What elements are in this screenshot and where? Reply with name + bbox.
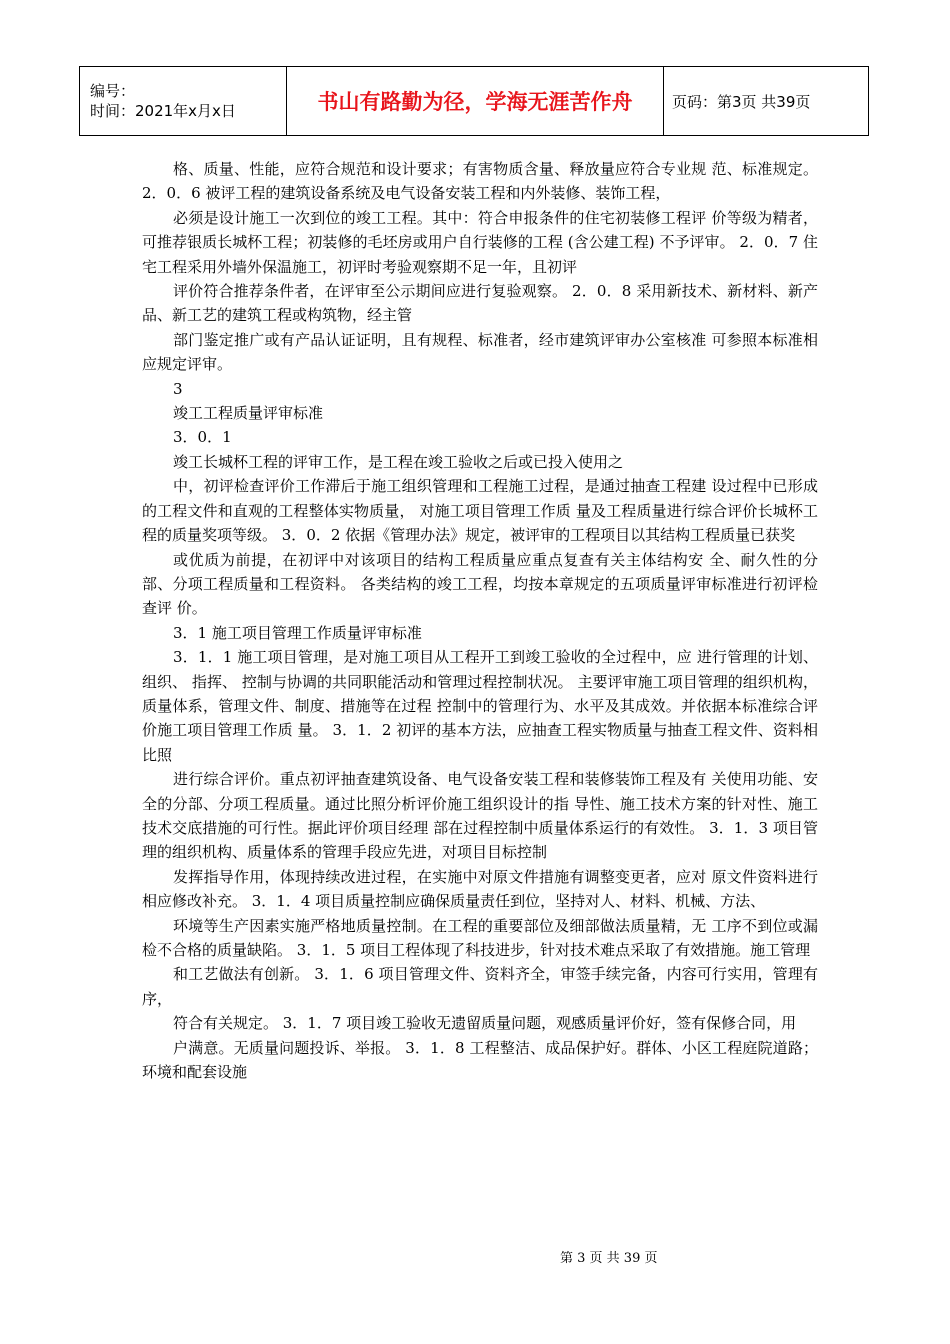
paragraph: 环境等生产因素实施严格地质量控制。在工程的重要部位及细部做法质量精，无 工序不到位或漏检不合格的质量缺陷。 3．1．5 项目工程体现了科技进步，针对技术难点采取了有效措施。施工管理	[142, 916, 818, 959]
header-meta-cell	[80, 67, 287, 136]
paragraph: 评价符合推荐条件者，在评审至公示期间应进行复验观察。 2．0．8 采用新技术、新材料、新产品、新工艺的建筑工程或构筑物，经主管	[142, 282, 818, 325]
paragraph: 发挥指导作用，体现持续改进过程，在实施中对原文件措施有调整变更者，应对 原文件资料进行相应修改补充。 3．1．4 项目质量控制应确保质量责任到位，坚持对人、材料、机械、方法、	[142, 867, 818, 911]
header-page-info: 页码：第3页 共39页	[664, 67, 869, 136]
paragraph: 3．1．1 施工项目管理，是对施工项目从工程开工到竣工验收的全过程中，应 进行管理的计划、 组织、 指挥、 控制与协调的共同职能活动和管理过程控制状况。 主要评审施工项目管理的组织机构，质量体系，管理文件、制度、措施等在过程 控制中的管理行为、水平及其成效。并依据本标准综合评价施工项目管理工作质 量。 3．1．2 初评的基本方法，应抽查工程实物质量与抽查工程文件、资料相比照	[142, 648, 818, 764]
paragraph: 户满意。无质量问题投诉、举报。 3．1．8 工程整洁、成品保护好。群体、小区工程庭院道路；环境和配套设施	[142, 1038, 818, 1082]
paragraph: 进行综合评价。重点初评抽查建筑设备、电气设备安装工程和装修装饰工程及有 关使用功能、安全的分部、分项工程质量。通过比照分析评价施工组织设计的指 导性、施工技术方案的针对性、施工技术交底措施的可行性。据此评价项目经理 部在过程控制中质量体系运行的有效性。 3．1．3 项目管理的组织机构、质量体系的管理手段应先进，对项目目标控制	[142, 770, 818, 862]
document-body	[142, 157, 818, 1084]
header-motto: 书山有路勤为径，学海无涯苦作舟	[287, 67, 664, 136]
paragraph: 符合有关规定。 3．1．7 项目竣工验收无遗留质量问题，观感质量评价好，签有保修合同，用	[173, 1014, 797, 1033]
time-label: 时间：2021年x月x日	[90, 102, 236, 120]
paragraph: 和工艺做法有创新。 3．1．6 项目管理文件、资料齐全，审签手续完备，内容可行实用，管理有序，	[142, 965, 818, 1008]
paragraph: 必须是设计施工一次到位的竣工工程。其中：符合申报条件的住宅初装修工程评 价等级为精者，可推荐银质长城杯工程；初装修的毛坯房或用户自行装修的工程 (含公建工程) 不予评审。 2．0．7 住宅工程采用外墙外保温施工，初评时考验观察期不足一年，且初评	[142, 208, 818, 276]
paragraph: 格、质量、性能，应符合规范和设计要求；有害物质含量、释放量应符合专业规 范、标准规定。 2．0．6 被评工程的建筑设备系统及电气设备安装工程和内外装修、装饰工程，	[142, 160, 818, 203]
subsection-heading: 3．1 施工项目管理工作质量评审标准	[173, 623, 422, 642]
page-header	[79, 66, 869, 136]
page-footer: 第 3 页 共 39 页	[560, 1251, 658, 1266]
clause-number: 3．0．1	[173, 428, 232, 447]
section-heading: 竣工工程质量评审标准	[173, 404, 324, 423]
paragraph: 竣工长城杯工程的评审工作，是工程在竣工验收之后或已投入使用之	[173, 452, 624, 471]
paragraph: 中，初评检查评价工作滞后于施工组织管理和工程施工过程，是通过抽查工程建 设过程中已形成的工程文件和直观的工程整体实物质量， 对施工项目管理工作质 量及工程质量进行综合评价长城杯工程的质量奖项等级。 3．0．2 依据《管理办法》规定，被评审的工程项目以其结构工程质量已获奖	[142, 477, 818, 545]
paragraph: 部门鉴定推广或有产品认证证明，且有规程、标准者，经市建筑评审办公室核准 可参照本标准相应规定评审。	[142, 330, 818, 374]
section-number: 3	[173, 379, 183, 398]
paragraph: 或优质为前提，在初评中对该项目的结构工程质量应重点复查有关主体结构安 全、耐久性的分部、分项工程质量和工程资料。 各类结构的竣工工程，均按本章规定的五项质量评审标准进行初评检查评 价。	[142, 550, 818, 618]
serial-label: 编号：	[90, 82, 136, 100]
